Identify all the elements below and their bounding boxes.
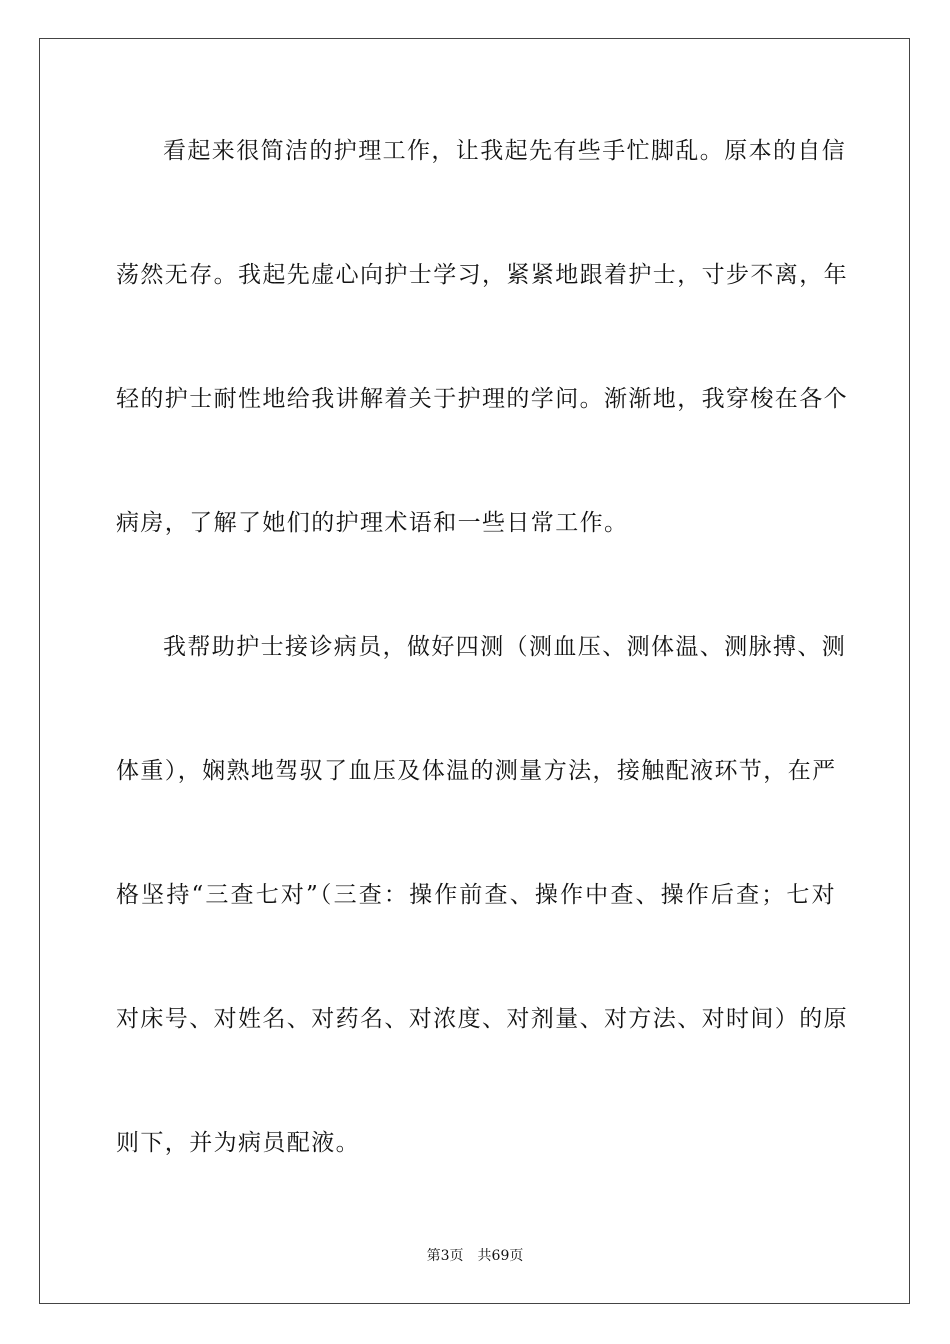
paragraph-1-line-4: 病房，了解了她们的护理术语和一些日常工作。 xyxy=(116,510,629,536)
page-border xyxy=(39,38,910,1304)
paragraph-2-line-2: 体重），娴熟地驾驭了血压及体温的测量方法，接触配液环节，在严 xyxy=(116,758,837,784)
paragraph-2-line-1: 我帮助护士接诊病员，做好四测（测血压、测体温、测脉搏、测 xyxy=(163,634,847,660)
page-footer xyxy=(0,1247,950,1265)
current-page-number: 第3页 xyxy=(426,1248,464,1264)
paragraph-1-line-3: 轻的护士耐性地给我讲解着关于护理的学问。渐渐地，我穿梭在各个 xyxy=(116,386,848,412)
paragraph-2-line-5: 则下，并为病员配液。 xyxy=(116,1130,360,1156)
paragraph-1-line-2: 荡然无存。我起先虚心向护士学习，紧紧地跟着护士，寸步不离，年 xyxy=(116,262,848,288)
paragraph-2-line-4: 对床号、对姓名、对药名、对浓度、对剂量、对方法、对时间）的原 xyxy=(116,1006,848,1032)
paragraph-1-line-1: 看起来很简洁的护理工作，让我起先有些手忙脚乱。原本的自信 xyxy=(163,138,847,164)
paragraph-2-line-3: 格坚持“三查七对”（三查：操作前查、操作中查、操作后查；七对 xyxy=(116,882,836,908)
total-page-count: 共69页 xyxy=(477,1248,524,1264)
